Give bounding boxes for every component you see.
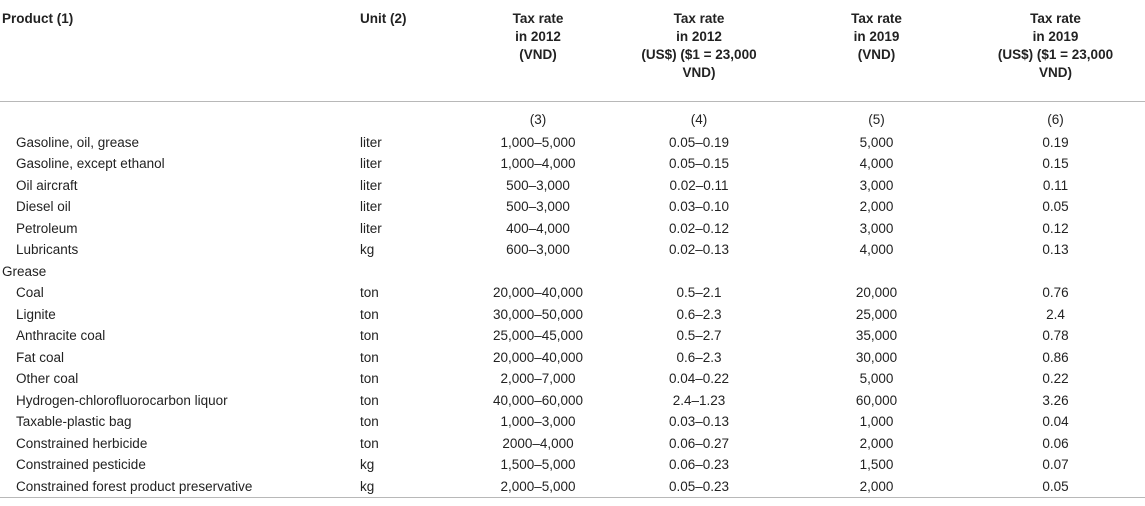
cell-unit: ton: [360, 306, 379, 322]
cell-rate-2012-usd: 0.05–0.19: [668, 134, 730, 150]
cell-product: Anthracite coal: [16, 328, 106, 344]
column-number-empty: [0, 101, 358, 132]
cell-rate-2019-usd: 0.22: [1042, 371, 1069, 387]
cell-rate-2019-vnd: 3,000: [859, 177, 894, 193]
header-line: VND): [682, 65, 716, 80]
cell-rate-2019-usd: 0.04: [1042, 414, 1069, 430]
cell-rate-2019-usd: 0.15: [1042, 156, 1069, 172]
cell-rate-2019-vnd: 1,500: [859, 457, 894, 473]
cell-rate-2012-vnd: 2,000–5,000: [465, 476, 611, 498]
cell-product: Taxable-plastic bag: [16, 414, 132, 430]
table-row: [0, 347, 1145, 369]
cell-product: Oil aircraft: [16, 177, 78, 193]
table-row: [0, 454, 1145, 476]
cell-unit: ton: [360, 435, 379, 451]
cell-rate-2019-usd: 0.13: [1042, 242, 1069, 258]
cell-rate-2019-vnd: 20,000: [855, 285, 898, 301]
table-row: [0, 433, 1145, 455]
cell-rate-2019-vnd: 1,000: [859, 414, 894, 430]
table-body: [0, 101, 1145, 498]
cell-rate-2012-usd: 2.4–1.23: [672, 392, 726, 408]
cell-unit: liter: [360, 220, 382, 236]
cell-rate-2019-usd: 0.11: [1042, 177, 1069, 193]
header-line: (VND): [857, 47, 896, 62]
cell-rate-2019-usd: 0.19: [1042, 134, 1069, 150]
header-line: Tax rate: [851, 11, 902, 26]
header-rate-2019-vnd: [787, 0, 966, 101]
cell-rate-2012-usd: 0.6–2.3: [676, 306, 722, 322]
cell-unit: kg: [360, 457, 375, 473]
header-line: in 2019: [853, 29, 900, 44]
cell-rate-2012-usd: 0.5–2.1: [676, 285, 722, 301]
cell-rate-2012-vnd: 500–3,000: [506, 199, 570, 215]
cell-unit: ton: [360, 392, 379, 408]
column-number: (6): [1047, 112, 1064, 127]
table-row: [0, 325, 1145, 347]
cell-rate-2012-usd: 0.6–2.3: [676, 349, 722, 365]
cell-unit: ton: [360, 371, 379, 387]
cell-rate-2019-usd: 0.78: [1042, 328, 1069, 344]
cell-rate-2012-usd: 0.02–0.12: [668, 220, 730, 236]
cell-unit: liter: [360, 177, 382, 193]
header-line: (US$) ($1 = 23,000: [997, 47, 1114, 62]
table-row: [0, 368, 1145, 390]
cell-rate-2012-vnd: 400–4,000: [506, 220, 570, 236]
cell-rate-2012-usd: 0.04–0.22: [668, 371, 730, 387]
cell-rate-2019-vnd: 2,000: [859, 199, 894, 215]
table-row: [0, 175, 1145, 197]
column-number: (4): [690, 112, 708, 127]
cell-product: Petroleum: [16, 220, 78, 236]
cell-product: Constrained herbicide: [16, 435, 148, 451]
cell-rate-2012-usd: 0.06–0.27: [668, 435, 730, 451]
cell-unit: kg: [358, 476, 465, 498]
header-line: VND): [1039, 65, 1072, 80]
cell-rate-2019-vnd: 25,000: [855, 306, 898, 322]
cell-rate-2012-usd: 0.06–0.23: [668, 457, 730, 473]
header-line: Tax rate: [673, 11, 725, 26]
table-group-row: [0, 261, 1145, 283]
cell-rate-2012-vnd: 1,000–4,000: [500, 156, 576, 172]
table-row: [0, 304, 1145, 326]
cell-product: Other coal: [16, 371, 79, 387]
cell-rate-2012-usd: 0.03–0.10: [668, 199, 730, 215]
cell-rate-2019-vnd: 60,000: [855, 392, 898, 408]
cell-rate-2019-vnd: 4,000: [859, 242, 894, 258]
header-line: Tax rate: [1030, 11, 1081, 26]
cell-rate-2012-usd: 0.05–0.15: [668, 156, 730, 172]
header-line: in 2012: [515, 29, 561, 44]
group-label: Grease: [2, 263, 47, 279]
cell-rate-2019-usd: 3.26: [1042, 392, 1069, 408]
cell-rate-2012-vnd: 20,000–40,000: [492, 349, 584, 365]
cell-rate-2012-vnd: 2,000–7,000: [500, 371, 576, 387]
cell-unit: liter: [360, 199, 382, 215]
cell-product: Gasoline, except ethanol: [16, 156, 165, 172]
header-product: Product (1): [2, 11, 74, 26]
cell-product: Lubricants: [16, 242, 79, 258]
table-row: [0, 218, 1145, 240]
cell-rate-2012-vnd: 30,000–50,000: [492, 306, 584, 322]
cell-rate-2019-usd: 0.06: [1042, 435, 1069, 451]
table-row: [0, 196, 1145, 218]
cell-product: Coal: [16, 285, 44, 301]
cell-rate-2012-vnd: 1,000–5,000: [500, 134, 576, 150]
cell-rate-2019-usd: 0.76: [1042, 285, 1069, 301]
header-rate-2019-usd: [966, 0, 1145, 101]
cell-rate-2019-usd: 0.12: [1042, 220, 1069, 236]
cell-rate-2012-usd: 0.02–0.11: [669, 177, 729, 193]
header-unit: Unit (2): [360, 11, 407, 26]
cell-product: Hydrogen-chlorofluorocarbon liquor: [16, 392, 228, 408]
cell-unit: ton: [360, 285, 379, 301]
cell-rate-2012-vnd: 1,500–5,000: [500, 457, 576, 473]
header-line: (VND): [519, 47, 557, 62]
cell-unit: ton: [360, 349, 379, 365]
table-row: [0, 132, 1145, 154]
empty-cell: [465, 261, 611, 283]
cell-rate-2019-vnd: 35,000: [855, 328, 898, 344]
table-row: [0, 411, 1145, 433]
cell-unit: kg: [360, 242, 375, 258]
empty-cell: [787, 261, 966, 283]
cell-rate-2012-vnd: 2000–4,000: [502, 435, 574, 451]
cell-unit: ton: [360, 414, 379, 430]
table-row: [0, 282, 1145, 304]
cell-rate-2012-usd: 0.02–0.13: [668, 242, 730, 258]
cell-rate-2012-usd: 0.5–2.7: [676, 328, 722, 344]
table-row: [0, 390, 1145, 412]
column-number-empty: [358, 101, 465, 132]
cell-rate-2019-vnd: 30,000: [855, 349, 898, 365]
header-line: Tax rate: [512, 11, 564, 26]
header-rate-2012-vnd: [465, 0, 611, 101]
cell-product: Diesel oil: [16, 199, 71, 215]
column-number: (3): [529, 112, 547, 127]
cell-product: Constrained forest product preservative: [0, 476, 358, 498]
table-row: [0, 239, 1145, 261]
cell-unit: liter: [360, 134, 382, 150]
header-line: in 2019: [1032, 29, 1079, 44]
cell-product: Lignite: [16, 306, 56, 322]
cell-rate-2019-usd: 0.05: [1042, 199, 1069, 215]
empty-cell: [611, 261, 787, 283]
cell-rate-2019-vnd: 5,000: [859, 134, 894, 150]
header-line: in 2012: [676, 29, 722, 44]
header-rate-2012-usd: [611, 0, 787, 101]
cell-product: Fat coal: [16, 349, 65, 365]
cell-rate-2019-usd: 0.86: [1042, 349, 1069, 365]
table-header-row: [0, 0, 1145, 101]
cell-rate-2019-vnd: 5,000: [859, 371, 894, 387]
table-row: [0, 153, 1145, 175]
column-number: (5): [868, 112, 885, 127]
cell-unit: ton: [360, 328, 379, 344]
header-line: (US$) ($1 = 23,000: [641, 47, 757, 62]
cell-rate-2019-vnd: 3,000: [859, 220, 894, 236]
cell-rate-2012-vnd: 20,000–40,000: [492, 285, 584, 301]
column-number-row: [0, 101, 1145, 132]
cell-product: Constrained pesticide: [16, 457, 146, 473]
cell-rate-2012-vnd: 600–3,000: [506, 242, 570, 258]
cell-rate-2019-usd: 0.07: [1042, 457, 1069, 473]
cell-rate-2019-vnd: 4,000: [859, 156, 894, 172]
cell-rate-2012-vnd: 25,000–45,000: [492, 328, 584, 344]
table-row: [0, 476, 1145, 498]
empty-cell: [966, 261, 1145, 283]
cell-rate-2019-vnd: 2,000: [859, 435, 894, 451]
cell-rate-2012-vnd: 40,000–60,000: [492, 392, 584, 408]
empty-cell: [358, 261, 465, 283]
cell-rate-2012-vnd: 500–3,000: [506, 177, 570, 193]
cell-rate-2012-vnd: 1,000–3,000: [500, 414, 576, 430]
cell-rate-2012-usd: 0.05–0.23: [611, 476, 787, 498]
cell-unit: liter: [360, 156, 382, 172]
cell-product: Gasoline, oil, grease: [16, 134, 140, 150]
cell-rate-2019-usd: 0.05: [966, 476, 1145, 498]
cell-rate-2012-usd: 0.03–0.13: [668, 414, 730, 430]
cell-rate-2019-vnd: 2,000: [787, 476, 966, 498]
cell-rate-2019-usd: 2.4: [1046, 306, 1065, 322]
